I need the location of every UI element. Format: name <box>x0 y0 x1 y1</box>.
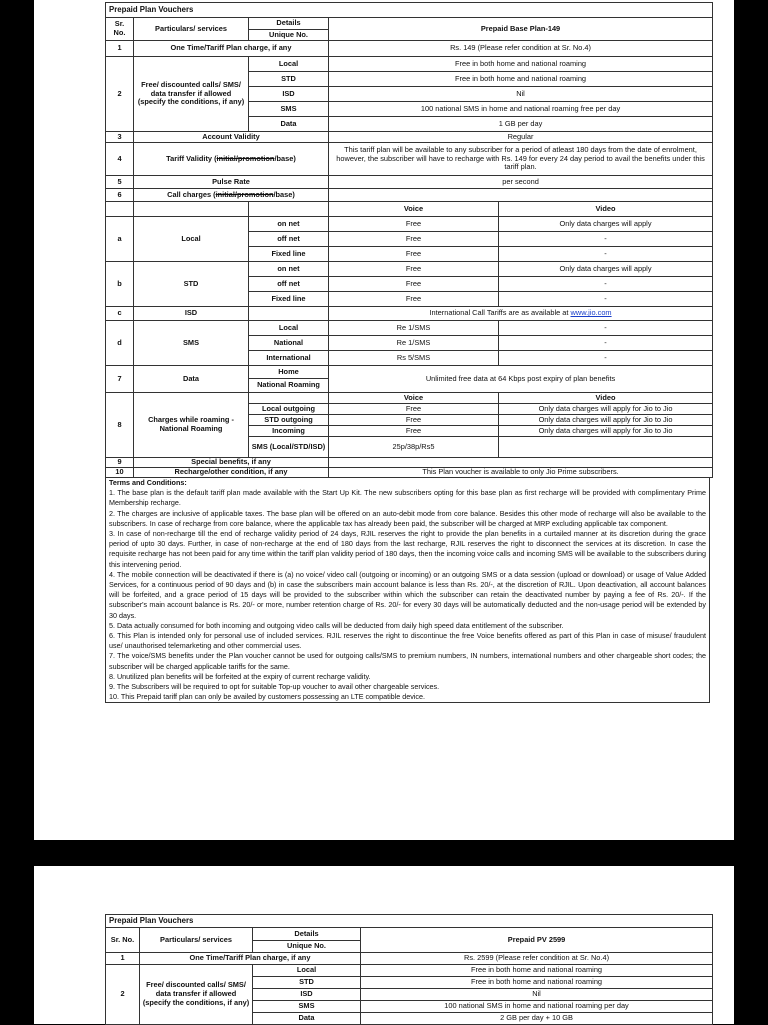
row-6b-key: off net <box>249 277 329 292</box>
spacer-cell <box>249 202 329 217</box>
row-6c-label: ISD <box>134 307 249 321</box>
row-8-video-header: Video <box>499 393 713 404</box>
row-3-value: Regular <box>329 132 713 143</box>
spacer-cell <box>249 307 329 321</box>
row-6a-voice: Free <box>329 232 499 247</box>
row-1-label: One Time/Tariff Plan charge, if any <box>134 41 329 57</box>
row-2-value: Nil <box>361 989 713 1001</box>
terms-item: 7. The voice/SMS benefits under the Plan voucher cannot be used for outgoing calls/SMS to premium numbers, IN numbers, international numbers and other chargeable short codes; the subscriber will be charged applicable tariffs for the same. <box>109 651 706 671</box>
row-6d-voice: Re 1/SMS <box>329 321 499 336</box>
row-6-blank <box>329 189 713 202</box>
row-9-value <box>329 458 713 468</box>
row-2-value: Free in both home and national roaming <box>329 57 713 72</box>
spacer-cell <box>106 202 134 217</box>
video-column-header: Video <box>499 202 713 217</box>
header-details: Details <box>249 18 329 30</box>
row-2-value: 1 GB per day <box>329 117 713 132</box>
row-6a-video: - <box>499 232 713 247</box>
row-6d-voice: Rs 5/SMS <box>329 351 499 366</box>
plan-sheet-2599 <box>105 914 712 1025</box>
terms-and-conditions <box>105 478 710 703</box>
table-title: Prepaid Plan Vouchers <box>106 915 713 928</box>
row-7-key-home: Home <box>249 366 329 379</box>
terms-item: 3. In case of non-recharge till the end of recharge validity period of 24 days, RJIL reserves the right to provide the plan benefits in a curtailed manner at its discretion during the grace period of upto 30 days. Further, in case of non-recharge at the end of 180 days from the last recharge, RJIL reserves the right to disconnect the services at its discretion. In case the requisite recharge has not been paid for any time within the tariff plan validity period of 180 days, then the incoming voice calls and incoming SMS will be available to the subscribers during this intervening period. <box>109 529 706 569</box>
row-2-key: Data <box>249 117 329 132</box>
row-6d-video: - <box>499 336 713 351</box>
row-6a-key: off net <box>249 232 329 247</box>
row-6d-sr: d <box>106 321 134 366</box>
row-2-key: Local <box>253 965 361 977</box>
row-6d-video: - <box>499 321 713 336</box>
row-2-key: SMS <box>253 1001 361 1013</box>
row-3-label: Account Validity <box>134 132 329 143</box>
header-particulars: Particulars/ services <box>134 18 249 41</box>
row-2-value: 100 national SMS in home and national roaming free per day <box>329 102 713 117</box>
row-2-key: Data <box>253 1013 361 1025</box>
row-2-key: STD <box>249 72 329 87</box>
row-1-value: Rs. 2599 (Please refer condition at Sr. No.4) <box>361 953 713 965</box>
row-6a-voice: Free <box>329 247 499 262</box>
row-2-value: Free in both home and national roaming <box>361 965 713 977</box>
row-6b-sr: b <box>106 262 134 307</box>
row-8-key: Local outgoing <box>249 404 329 415</box>
row-8-video: Only data charges will apply for Jio to Jio <box>499 415 713 426</box>
spacer-cell <box>499 437 713 458</box>
row-10-label: Recharge/other condition, if any <box>134 468 329 478</box>
row-8-key: Incoming <box>249 426 329 437</box>
row-8-video: Only data charges will apply for Jio to Jio <box>499 404 713 415</box>
row-7-value: Unlimited free data at 64 Kbps post expiry of plan benefits <box>329 366 713 393</box>
row-5-label: Pulse Rate <box>134 176 329 189</box>
header-sr-no: Sr. No. <box>106 18 134 41</box>
row-1-sr: 1 <box>106 953 140 965</box>
row-6d-key: Local <box>249 321 329 336</box>
terms-item: 10. This Prepaid tariff plan can only be availed by customers possessing an LTE compatible device. <box>109 692 426 702</box>
plan-sheet-149 <box>105 2 712 703</box>
row-1-sr: 1 <box>106 41 134 57</box>
row-6b-voice: Free <box>329 262 499 277</box>
document-page-2 <box>34 866 734 1024</box>
row-6b-key: Fixed line <box>249 292 329 307</box>
terms-item: 6. This Plan is intended only for personal use of included services. RJIL reserves the right to discontinue the free Voice benefits offered as part of this Plan in case of misuse/ fraudulent use/ unauthorised telemarketing and other commercial uses. <box>109 631 706 651</box>
jio-link[interactable]: www.jio.com <box>570 308 612 318</box>
terms-title: Terms and Conditions: <box>109 478 187 487</box>
row-2-value: Free in both home and national roaming <box>329 72 713 87</box>
row-6b-video: Only data charges will apply <box>499 262 713 277</box>
row-6a-voice: Free <box>329 217 499 232</box>
row-10-value: This Plan voucher is available to only Jio Prime subscribers. <box>329 468 713 478</box>
terms-item: 4. The mobile connection will be deactivated if there is (a) no voice/ video call (outgoing or incoming) or an outgoing SMS or a data session (upload or download) or usage of Value Added Services, for a continuous period of 90 days and (b) in case the subscribers main account balance is less than Rs. 20/-, at the discretion of RJIL. Upon deactivation, all account balances will be forfeited, and a grace period of 15 days will be provided to the subscriber within which the subscriber can retain the deactivated number by paying a fee of Rs. 20/-. If the subscriber's main account balance is Rs. 20/- or more, number retention charge of Rs. 20/- for every 30 days will be automatically deducted and the non-usage period will be extended by 30 days. <box>109 569 706 620</box>
row-6a-video: Only data charges will apply <box>499 217 713 232</box>
spacer-cell <box>249 393 329 404</box>
header-details: Details <box>253 928 361 941</box>
row-6b-label: STD <box>134 262 249 307</box>
header-unique-no: Unique No. <box>253 941 361 953</box>
row-8-voice: Free <box>329 415 499 426</box>
row-6d-video: - <box>499 351 713 366</box>
row-1-label: One Time/Tariff Plan charge, if any <box>140 953 361 965</box>
row-2-value: 100 national SMS in home and national roaming per day <box>361 1001 713 1013</box>
row-4-value: This tariff plan will be available to any subscriber for a period of atleast 180 days from the date of enrolment, however, the subscriber will have to recharge with Rs. 149 for every 24 day period to avail the benefits under this tariff plan. <box>329 143 713 176</box>
row-7-label: Data <box>134 366 249 393</box>
plan-table-149 <box>105 2 713 478</box>
row-6d-key: National <box>249 336 329 351</box>
row-2-sr: 2 <box>106 57 134 132</box>
row-8-video: Only data charges will apply for Jio to Jio <box>499 426 713 437</box>
terms-item: 9. The Subscribers will be required to opt for suitable Top-up voucher to avail other chargeable services. <box>109 682 440 692</box>
voice-column-header: Voice <box>329 202 499 217</box>
row-6b-voice: Free <box>329 292 499 307</box>
header-sr-no: Sr. No. <box>106 928 140 953</box>
row-4-label: Tariff Validity (initial/promotion/base) <box>134 143 329 176</box>
row-6a-sr: a <box>106 217 134 262</box>
row-6b-video: - <box>499 277 713 292</box>
row-6-sr: 6 <box>106 189 134 202</box>
terms-item: 5. Data actually consumed for both incoming and outgoing video calls will be deducted from daily high speed data entitlement of the subscriber. <box>109 620 564 630</box>
row-8-label: Charges while roaming - National Roaming <box>134 393 249 458</box>
row-6a-key: on net <box>249 217 329 232</box>
terms-item: 8. Unutilized plan benefits will be forfeited at the expiry of current recharge validity. <box>109 671 371 681</box>
row-9-label: Special benefits, if any <box>134 458 329 468</box>
row-7-sr: 7 <box>106 366 134 393</box>
row-6-label: Call charges (initial/promotion/base) <box>134 189 329 202</box>
row-2-key: SMS <box>249 102 329 117</box>
header-unique-no: Unique No. <box>249 30 329 41</box>
row-2-key: ISD <box>249 87 329 102</box>
plan-table-2599 <box>105 914 713 1025</box>
row-2-key: ISD <box>253 989 361 1001</box>
row-2-key: STD <box>253 977 361 989</box>
row-1-value: Rs. 149 (Please refer condition at Sr. No.4) <box>329 41 713 57</box>
spacer-cell <box>134 202 249 217</box>
row-8-sms-key: SMS (Local/STD/ISD) <box>249 437 329 458</box>
row-2-key: Local <box>249 57 329 72</box>
row-5-value: per second <box>329 176 713 189</box>
table-title: Prepaid Plan Vouchers <box>106 3 713 18</box>
terms-item: 1. The base plan is the default tariff plan made available with the Start Up Kit. The new subscribers opting for this base plan as first recharge will be provided with complimentary Prime Membership recharge. <box>109 488 706 508</box>
row-6a-label: Local <box>134 217 249 262</box>
row-2-value: Free in both home and national roaming <box>361 977 713 989</box>
row-6d-voice: Re 1/SMS <box>329 336 499 351</box>
row-6b-key: on net <box>249 262 329 277</box>
header-plan-name: Prepaid PV 2599 <box>361 928 713 953</box>
row-6d-key: International <box>249 351 329 366</box>
row-8-voice-header: Voice <box>329 393 499 404</box>
document-page-1 <box>34 0 734 840</box>
row-3-sr: 3 <box>106 132 134 143</box>
row-8-key: STD outgoing <box>249 415 329 426</box>
row-9-sr: 9 <box>106 458 134 468</box>
row-7-key-roaming: National Roaming <box>249 379 329 393</box>
row-8-voice: Free <box>329 426 499 437</box>
row-2-value: 2 GB per day + 10 GB <box>361 1013 713 1025</box>
row-8-voice: Free <box>329 404 499 415</box>
row-6c-value: International Call Tariffs are as available at www.jio.com <box>329 307 713 321</box>
header-particulars: Particulars/ services <box>140 928 253 953</box>
header-plan-name: Prepaid Base Plan-149 <box>329 18 713 41</box>
row-8-sr: 8 <box>106 393 134 458</box>
row-4-sr: 4 <box>106 143 134 176</box>
row-2-label: Free/ discounted calls/ SMS/ data transfer if allowed (specify the conditions, if any) <box>134 57 249 132</box>
row-5-sr: 5 <box>106 176 134 189</box>
row-6a-key: Fixed line <box>249 247 329 262</box>
terms-item: 2. The charges are inclusive of applicable taxes. The base plan will be offered on an auto-debit mode from core balance. Besides this other mode of recharge will also be available to the subscribers. In case of recharge from core balance, where the applicable tax has already been paid, the subscriber will be charged at MRP excluding applicable tax component. <box>109 508 706 528</box>
row-6a-video: - <box>499 247 713 262</box>
row-6d-label: SMS <box>134 321 249 366</box>
row-2-value: Nil <box>329 87 713 102</box>
row-2-sr: 2 <box>106 965 140 1025</box>
row-2-label: Free/ discounted calls/ SMS/ data transfer if allowed (specify the conditions, if any) <box>140 965 253 1025</box>
row-10-sr: 10 <box>106 468 134 478</box>
row-6c-sr: c <box>106 307 134 321</box>
row-6b-voice: Free <box>329 277 499 292</box>
row-8-sms-value: 25p/38p/Rs5 <box>329 437 499 458</box>
row-6b-video: - <box>499 292 713 307</box>
